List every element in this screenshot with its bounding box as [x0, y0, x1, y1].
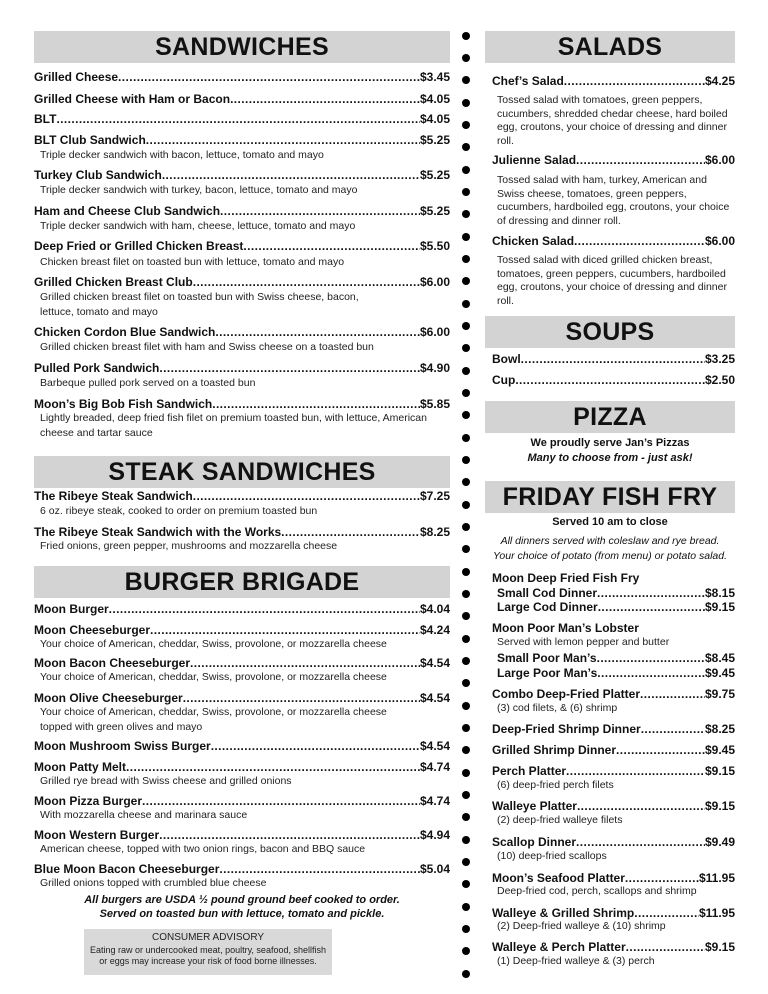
separator-dot — [462, 791, 470, 799]
separator-dot — [462, 880, 470, 888]
item-name: Moon Burger — [34, 602, 109, 616]
advisory-line-2: or eggs may increase your risk of food borne illnesses. — [99, 956, 317, 966]
item-name: Grilled Shrimp Dinner — [492, 743, 617, 757]
item-description: Tossed salad with tomatoes, green peppers, cucumbers, shredded chedar cheese, hard boiled egg, croutons, your choice of dressing and dinner roll. — [497, 94, 728, 147]
item-price: $6.00 — [419, 275, 450, 289]
menu-item — [34, 602, 450, 616]
item-name: Moon Bacon Cheeseburger — [34, 656, 191, 670]
leader-dots — [159, 361, 420, 375]
leader-dots — [243, 239, 420, 253]
leader-dots — [183, 691, 420, 705]
separator-dot — [462, 367, 470, 375]
item-description: (2) Deep-fried walleye & (10) shrimp — [497, 920, 666, 932]
item-name: The Ribeye Steak Sandwich — [34, 489, 193, 503]
item-price: $9.15 — [704, 600, 735, 614]
menu-item — [492, 799, 735, 813]
item-name: The Ribeye Steak Sandwich with the Works — [34, 525, 282, 539]
leader-dots — [162, 168, 420, 182]
item-description: Deep-fried cod, perch, scallops and shrimp — [497, 885, 697, 897]
separator-dot — [462, 166, 470, 174]
menu-item — [34, 525, 450, 539]
item-description: Tossed salad with diced grilled chicken breast, tomatoes, green peppers, cucumbers, hardboiled egg, croutons, your choice of dressing and dinner roll. — [497, 254, 727, 307]
separator-dot — [462, 903, 470, 911]
separator-dot — [462, 76, 470, 84]
menu-item — [34, 691, 450, 705]
separator-dot — [462, 858, 470, 866]
menu-item — [492, 352, 735, 366]
leader-dots — [146, 133, 420, 147]
menu-item — [492, 74, 735, 88]
separator-dot — [462, 813, 470, 821]
separator-dot — [462, 545, 470, 553]
menu-item — [492, 871, 735, 885]
separator-dot — [462, 478, 470, 486]
item-price: $6.00 — [704, 234, 735, 248]
menu-item — [34, 239, 450, 253]
item-price: $6.00 — [704, 153, 735, 167]
advisory-title: CONSUMER ADVISORY — [151, 932, 265, 943]
item-name: Bowl — [492, 352, 521, 366]
separator-dot — [462, 612, 470, 620]
item-name: Grilled Chicken Breast Club — [34, 275, 193, 289]
item-name: Moon Cheeseburger — [34, 623, 151, 637]
menu-item — [34, 92, 450, 106]
item-price: $7.25 — [419, 489, 450, 503]
menu-item — [34, 325, 450, 339]
burger-note-line-1: All burgers are USDA ½ pound ground beef cooked to order. — [84, 894, 400, 906]
item-price: $4.74 — [419, 760, 450, 774]
item-name: Deep Fried or Grilled Chicken Breast — [34, 239, 244, 253]
leader-dots — [574, 234, 705, 248]
separator-dot — [462, 277, 470, 285]
item-price: $4.74 — [419, 794, 450, 808]
item-description: Barbeque pulled pork served on a toasted bun — [40, 377, 256, 389]
menu-item — [497, 666, 735, 680]
separator-dot — [462, 724, 470, 732]
item-price: $4.05 — [419, 92, 450, 106]
section-subtitle — [492, 571, 735, 585]
leader-dots — [576, 835, 705, 849]
leader-dots — [598, 600, 705, 614]
item-name: Moon Olive Cheeseburger — [34, 691, 183, 705]
item-name: Chicken Salad — [492, 234, 575, 248]
steak-header: STEAK SANDWICHES — [34, 456, 450, 488]
item-price: $9.75 — [704, 687, 735, 701]
separator-dot — [462, 836, 470, 844]
menu-item — [492, 940, 735, 954]
leader-dots — [211, 739, 420, 753]
item-price: $9.45 — [704, 666, 735, 680]
menu-item — [34, 70, 450, 84]
item-price: $9.15 — [704, 799, 735, 813]
menu-item — [34, 862, 450, 876]
item-price: $5.85 — [419, 397, 450, 411]
leader-dots — [625, 871, 699, 885]
item-name: Chef’s Salad — [492, 74, 564, 88]
menu-item — [34, 739, 450, 753]
item-description: Your choice of American, cheddar, Swiss, provolone, or mozzarella cheese — [40, 638, 387, 650]
menu-item — [34, 133, 450, 147]
leader-dots — [118, 70, 420, 84]
leader-dots — [634, 906, 699, 920]
item-name: Moon’s Big Bob Fish Sandwich — [34, 397, 213, 411]
menu-item — [34, 275, 450, 289]
item-name: Walleye & Grilled Shrimp — [492, 906, 635, 920]
menu-item — [497, 600, 735, 614]
item-description: Grilled chicken breast filet with ham and Swiss cheese on a toasted bun — [40, 341, 374, 353]
item-price: $9.15 — [704, 940, 735, 954]
item-name: Perch Platter — [492, 764, 567, 778]
separator-dot — [462, 657, 470, 665]
separator-dot — [462, 746, 470, 754]
pizza-header: PIZZA — [485, 401, 735, 433]
separator-dot — [462, 300, 470, 308]
leader-dots — [566, 764, 705, 778]
item-name: Moon Patty Melt — [34, 760, 126, 774]
separator-dot — [462, 590, 470, 598]
leader-dots — [212, 397, 420, 411]
separator-dot — [462, 389, 470, 397]
separator-dot — [462, 233, 470, 241]
consumer-advisory-box — [84, 929, 332, 975]
menu-item — [34, 489, 450, 503]
leader-dots — [597, 651, 705, 665]
menu-item — [34, 794, 450, 808]
advisory-line-1: Eating raw or undercooked meat, poultry, seafood, shellfish — [90, 945, 326, 955]
separator-dot — [462, 970, 470, 978]
item-description: (2) deep-fried walleye filets — [497, 814, 623, 826]
leader-dots — [220, 204, 420, 218]
item-name: Walleye Platter — [492, 799, 577, 813]
menu-item — [492, 373, 735, 387]
item-name: Moon Mushroom Swiss Burger — [34, 739, 211, 753]
item-description: Tossed salad with ham, turkey, American and Swiss cheese, tomatoes, green peppers, cucumbers, hardboiled egg, croutons, your choice of dressing and dinner roll. — [497, 174, 730, 227]
item-price: $5.04 — [419, 862, 450, 876]
item-description: Your choice of American, cheddar, Swiss, provolone, or mozzarella cheese topped with green olives and mayo — [40, 706, 387, 733]
separator-dot — [462, 188, 470, 196]
separator-dot — [462, 568, 470, 576]
leader-dots — [626, 940, 705, 954]
leader-dots — [640, 687, 705, 701]
leader-dots — [515, 373, 705, 387]
item-name: Blue Moon Bacon Cheeseburger — [34, 862, 220, 876]
separator-dot — [462, 121, 470, 129]
menu-item — [492, 743, 735, 757]
item-name: Moon Deep Fried Fish Fry — [492, 571, 640, 585]
item-description: Grilled onions topped with crumbled blue cheese — [40, 877, 267, 889]
item-price: $4.24 — [419, 623, 450, 637]
leader-dots — [281, 525, 420, 539]
item-name: Scallop Dinner — [492, 835, 577, 849]
leader-dots — [577, 799, 705, 813]
item-name: Grilled Cheese — [34, 70, 119, 84]
menu-item — [34, 760, 450, 774]
item-name: Moon Pizza Burger — [34, 794, 143, 808]
item-price: $5.25 — [419, 204, 450, 218]
item-price: $4.54 — [419, 691, 450, 705]
menu-item — [34, 656, 450, 670]
separator-dot — [462, 947, 470, 955]
item-price: $9.49 — [704, 835, 735, 849]
leader-dots — [521, 352, 705, 366]
leader-dots — [190, 656, 420, 670]
item-price: $9.15 — [704, 764, 735, 778]
leader-dots — [109, 602, 420, 616]
leader-dots — [230, 92, 420, 106]
item-price: $4.25 — [704, 74, 735, 88]
menu-item — [34, 204, 450, 218]
leader-dots — [597, 586, 705, 600]
burgers-header: BURGER BRIGADE — [34, 566, 450, 598]
item-description: Fried onions, green pepper, mushrooms and mozzarella cheese — [40, 540, 338, 552]
item-price: $8.45 — [704, 651, 735, 665]
item-description: (6) deep-fried perch filets — [497, 779, 614, 791]
separator-dot — [462, 99, 470, 107]
menu-item — [492, 234, 735, 248]
item-name: Large Poor Man’s — [497, 666, 598, 680]
menu-item — [492, 835, 735, 849]
separator-dot — [462, 635, 470, 643]
separator-dot — [462, 501, 470, 509]
item-description: Triple decker sandwich with bacon, lettuce, tomato and mayo — [40, 149, 324, 161]
item-price: $4.94 — [419, 828, 450, 842]
separator-dot — [462, 434, 470, 442]
item-name: Large Cod Dinner — [497, 600, 598, 614]
pizza-line-1: We proudly serve Jan’s Pizzas — [530, 437, 690, 449]
menu-item — [492, 687, 735, 701]
item-name: Pulled Pork Sandwich — [34, 361, 160, 375]
separator-dot — [462, 769, 470, 777]
item-price: $2.50 — [704, 373, 735, 387]
item-description: Triple decker sandwich with ham, cheese, lettuce, tomato and mayo — [40, 220, 356, 232]
item-description: Grilled rye bread with Swiss cheese and grilled onions — [40, 775, 292, 787]
leader-dots — [616, 743, 705, 757]
item-name: Moon’s Seafood Platter — [492, 871, 625, 885]
item-description: Served with lemon pepper and butter — [497, 636, 670, 648]
item-description: With mozzarella cheese and marinara sauce — [40, 809, 248, 821]
leader-dots — [142, 794, 420, 808]
separator-dot — [462, 456, 470, 464]
separator-dot — [462, 54, 470, 62]
soups-header: SOUPS — [485, 316, 735, 348]
item-description: Your choice of American, cheddar, Swiss, provolone, or mozzarella cheese — [40, 671, 387, 683]
item-description: (10) deep-fried scallops — [497, 850, 607, 862]
burger-note-line-2: Served on toasted bun with lettuce, tomato and pickle. — [99, 908, 385, 920]
salads-header: SALADS — [485, 31, 735, 63]
separator-dot — [462, 32, 470, 40]
separator-dot — [462, 143, 470, 151]
item-name: Walleye & Perch Platter — [492, 940, 626, 954]
separator-dot — [462, 679, 470, 687]
item-price: $5.25 — [419, 133, 450, 147]
item-price: $4.04 — [419, 602, 450, 616]
item-description: (1) Deep-fried walleye & (3) perch — [497, 955, 655, 967]
item-name: Moon Poor Man’s Lobster — [492, 621, 639, 635]
item-price: $4.05 — [419, 112, 450, 126]
item-name: Small Cod Dinner — [497, 586, 598, 600]
leader-dots — [597, 666, 705, 680]
item-price: $11.95 — [698, 906, 735, 920]
item-description: Triple decker sandwich with turkey, bacon, lettuce, tomato and mayo — [40, 184, 358, 196]
leader-dots — [641, 722, 705, 736]
item-price: $5.25 — [419, 168, 450, 182]
item-name: Cup — [492, 373, 516, 387]
item-name: Deep-Fried Shrimp Dinner — [492, 722, 641, 736]
item-price: $3.25 — [704, 352, 735, 366]
item-name: BLT Club Sandwich — [34, 133, 146, 147]
leader-dots — [56, 112, 420, 126]
item-price: $6.00 — [419, 325, 450, 339]
item-description: 6 oz. ribeye steak, cooked to order on premium toasted bun — [40, 505, 318, 517]
separator-dot — [462, 344, 470, 352]
leader-dots — [215, 325, 420, 339]
item-name: Grilled Cheese with Ham or Bacon — [34, 92, 231, 106]
item-name: Chicken Cordon Blue Sandwich — [34, 325, 216, 339]
leader-dots — [159, 828, 420, 842]
item-price: $8.25 — [704, 722, 735, 736]
leader-dots — [150, 623, 420, 637]
item-description: Chicken breast filet on toasted bun with lettuce, tomato and mayo — [40, 256, 345, 268]
menu-item — [492, 153, 735, 167]
menu-item — [34, 397, 450, 411]
item-description: American cheese, topped with two onion rings, bacon and BBQ sauce — [40, 843, 366, 855]
item-name: Combo Deep-Fried Platter — [492, 687, 641, 701]
item-description: Grilled chicken breast filet on toasted bun with Swiss cheese, bacon, lettuce, tomato and mayo — [40, 291, 359, 318]
item-name: Turkey Club Sandwich — [34, 168, 162, 182]
leader-dots — [219, 862, 420, 876]
menu-item — [34, 623, 450, 637]
item-name: Julienne Salad — [492, 153, 577, 167]
item-price: $5.50 — [419, 239, 450, 253]
separator-dot — [462, 322, 470, 330]
item-description: Lightly breaded, deep fried fish filet on premium toasted bun, with lettuce, American cheese and tartar sauce — [40, 412, 427, 439]
separator-dot — [462, 925, 470, 933]
sandwiches-header: SANDWICHES — [34, 31, 450, 63]
menu-item — [492, 906, 735, 920]
menu-item — [497, 586, 735, 600]
leader-dots — [564, 74, 705, 88]
item-description: (3) cod filets, & (6) shrimp — [497, 702, 618, 714]
item-price: $3.45 — [419, 70, 450, 84]
item-price: $9.45 — [704, 743, 735, 757]
item-name: BLT — [34, 112, 57, 126]
fish-note-2: Your choice of potato (from menu) or potato salad. — [492, 550, 728, 562]
item-price: $4.54 — [419, 739, 450, 753]
pizza-line-2: Many to choose from - just ask! — [527, 452, 693, 464]
menu-item — [497, 651, 735, 665]
fish-served-hours: Served 10 am to close — [552, 516, 668, 528]
separator-dot — [462, 523, 470, 531]
item-price: $4.54 — [419, 656, 450, 670]
item-price: $8.15 — [704, 586, 735, 600]
separator-dot — [462, 255, 470, 263]
separator-dot — [462, 702, 470, 710]
item-price: $8.25 — [419, 525, 450, 539]
leader-dots — [193, 489, 420, 503]
menu-item — [492, 722, 735, 736]
menu-item — [34, 168, 450, 182]
separator-dot — [462, 210, 470, 218]
menu-item — [34, 112, 450, 126]
menu-item — [34, 828, 450, 842]
item-name: Ham and Cheese Club Sandwich — [34, 204, 221, 218]
item-name: Moon Western Burger — [34, 828, 160, 842]
item-name: Small Poor Man’s — [497, 651, 597, 665]
fish-note-1: All dinners served with coleslaw and rye bread. — [500, 535, 720, 547]
menu-item — [492, 764, 735, 778]
leader-dots — [576, 153, 705, 167]
leader-dots — [126, 760, 420, 774]
item-price: $11.95 — [698, 871, 735, 885]
section-subtitle — [492, 621, 735, 635]
menu-item — [34, 361, 450, 375]
fish-fry-header: FRIDAY FISH FRY — [485, 481, 735, 513]
item-price: $4.90 — [419, 361, 450, 375]
separator-dot — [462, 411, 470, 419]
leader-dots — [193, 275, 420, 289]
